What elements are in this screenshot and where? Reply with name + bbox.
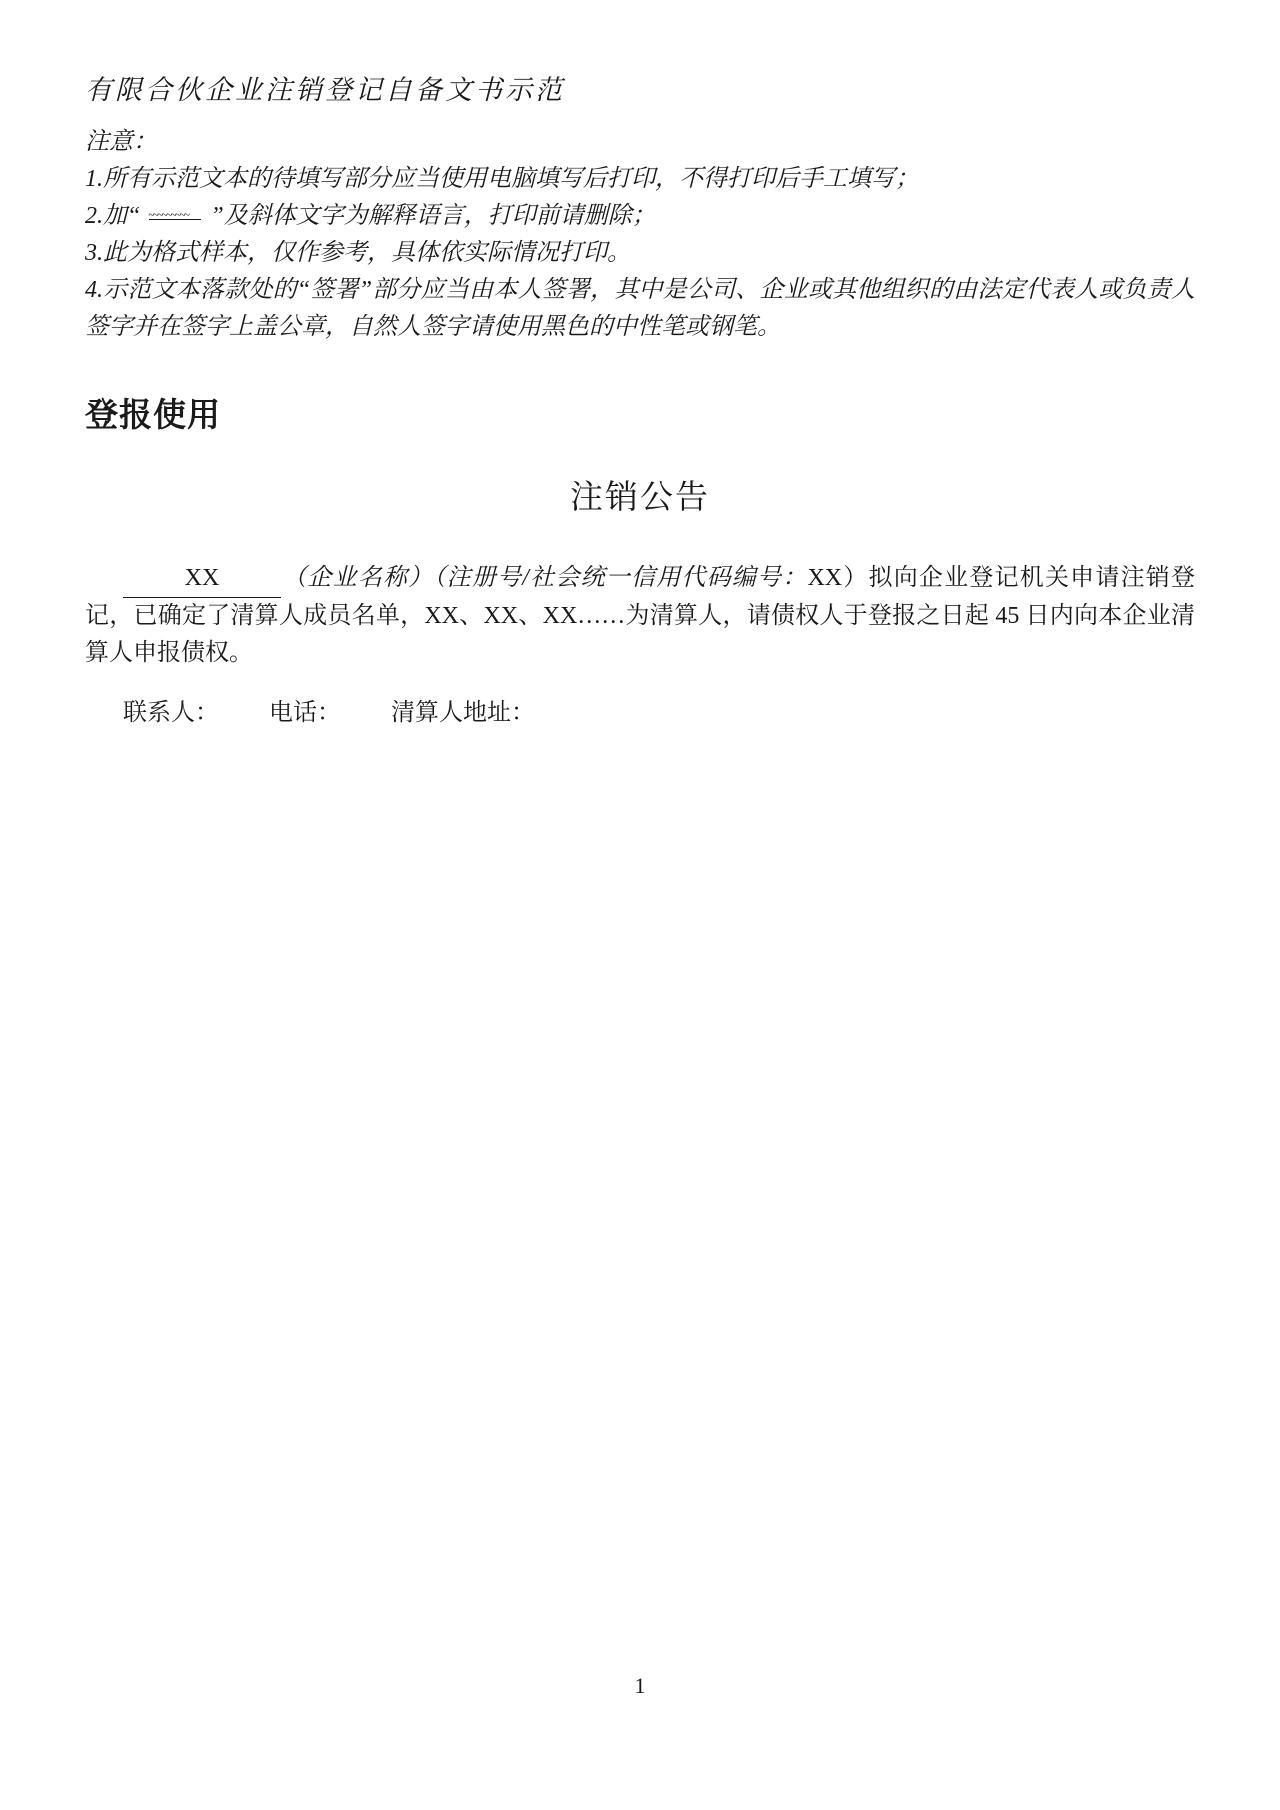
notice-body	[85, 560, 1195, 672]
notice-body-text: XX）拟向企业登记机关申请注销登记，已确定了清算人成员名单，XX、XX、XX……为清算人，请债权人于登报之日起 45 日内向本企业清算人申报债权。	[85, 565, 1195, 666]
company-name-hint: （企业名称）	[281, 565, 434, 591]
note-item-3: 3.此为格式样本，仅作参考，具体依实际情况打印。	[85, 240, 631, 266]
note-item-4: 4.示范文本落款处的“签署”部分应当由本人签署，其中是公司、企业或其他组织的由法定代表人或负责人签字并在签字上盖公章，自然人签字请使用黑色的中性笔或钢笔。	[85, 277, 1195, 340]
liquidator-address-label: 清算人地址：	[391, 700, 535, 726]
note-2-prefix: 2.加“	[85, 203, 141, 229]
notes-heading: 注意：	[85, 129, 157, 155]
company-name-blank: XX	[123, 560, 281, 598]
note-item-2	[85, 198, 1195, 235]
page-number: 1	[634, 1673, 646, 1698]
notes-section	[85, 124, 1195, 346]
contact-line	[85, 696, 1195, 730]
note-item-1: 1.所有示范文本的待填写部分应当使用电脑填写后打印，不得打印后手工填写；	[85, 166, 919, 192]
section-heading-dengbao: 登报使用	[85, 398, 221, 434]
blank-underline-wavy	[146, 199, 204, 223]
notice-title: 注销公告	[570, 480, 710, 516]
contact-phone-label: 电话：	[269, 700, 341, 726]
regno-hint: （注册号/社会统一信用代码编号：	[433, 565, 808, 591]
note-2-suffix: ”及斜体文字为解释语言，打印前请删除；	[210, 203, 656, 229]
contact-person-label: 联系人：	[123, 700, 219, 726]
doc-title: 有限合伙企业注销登记自备文书示范	[85, 75, 565, 105]
